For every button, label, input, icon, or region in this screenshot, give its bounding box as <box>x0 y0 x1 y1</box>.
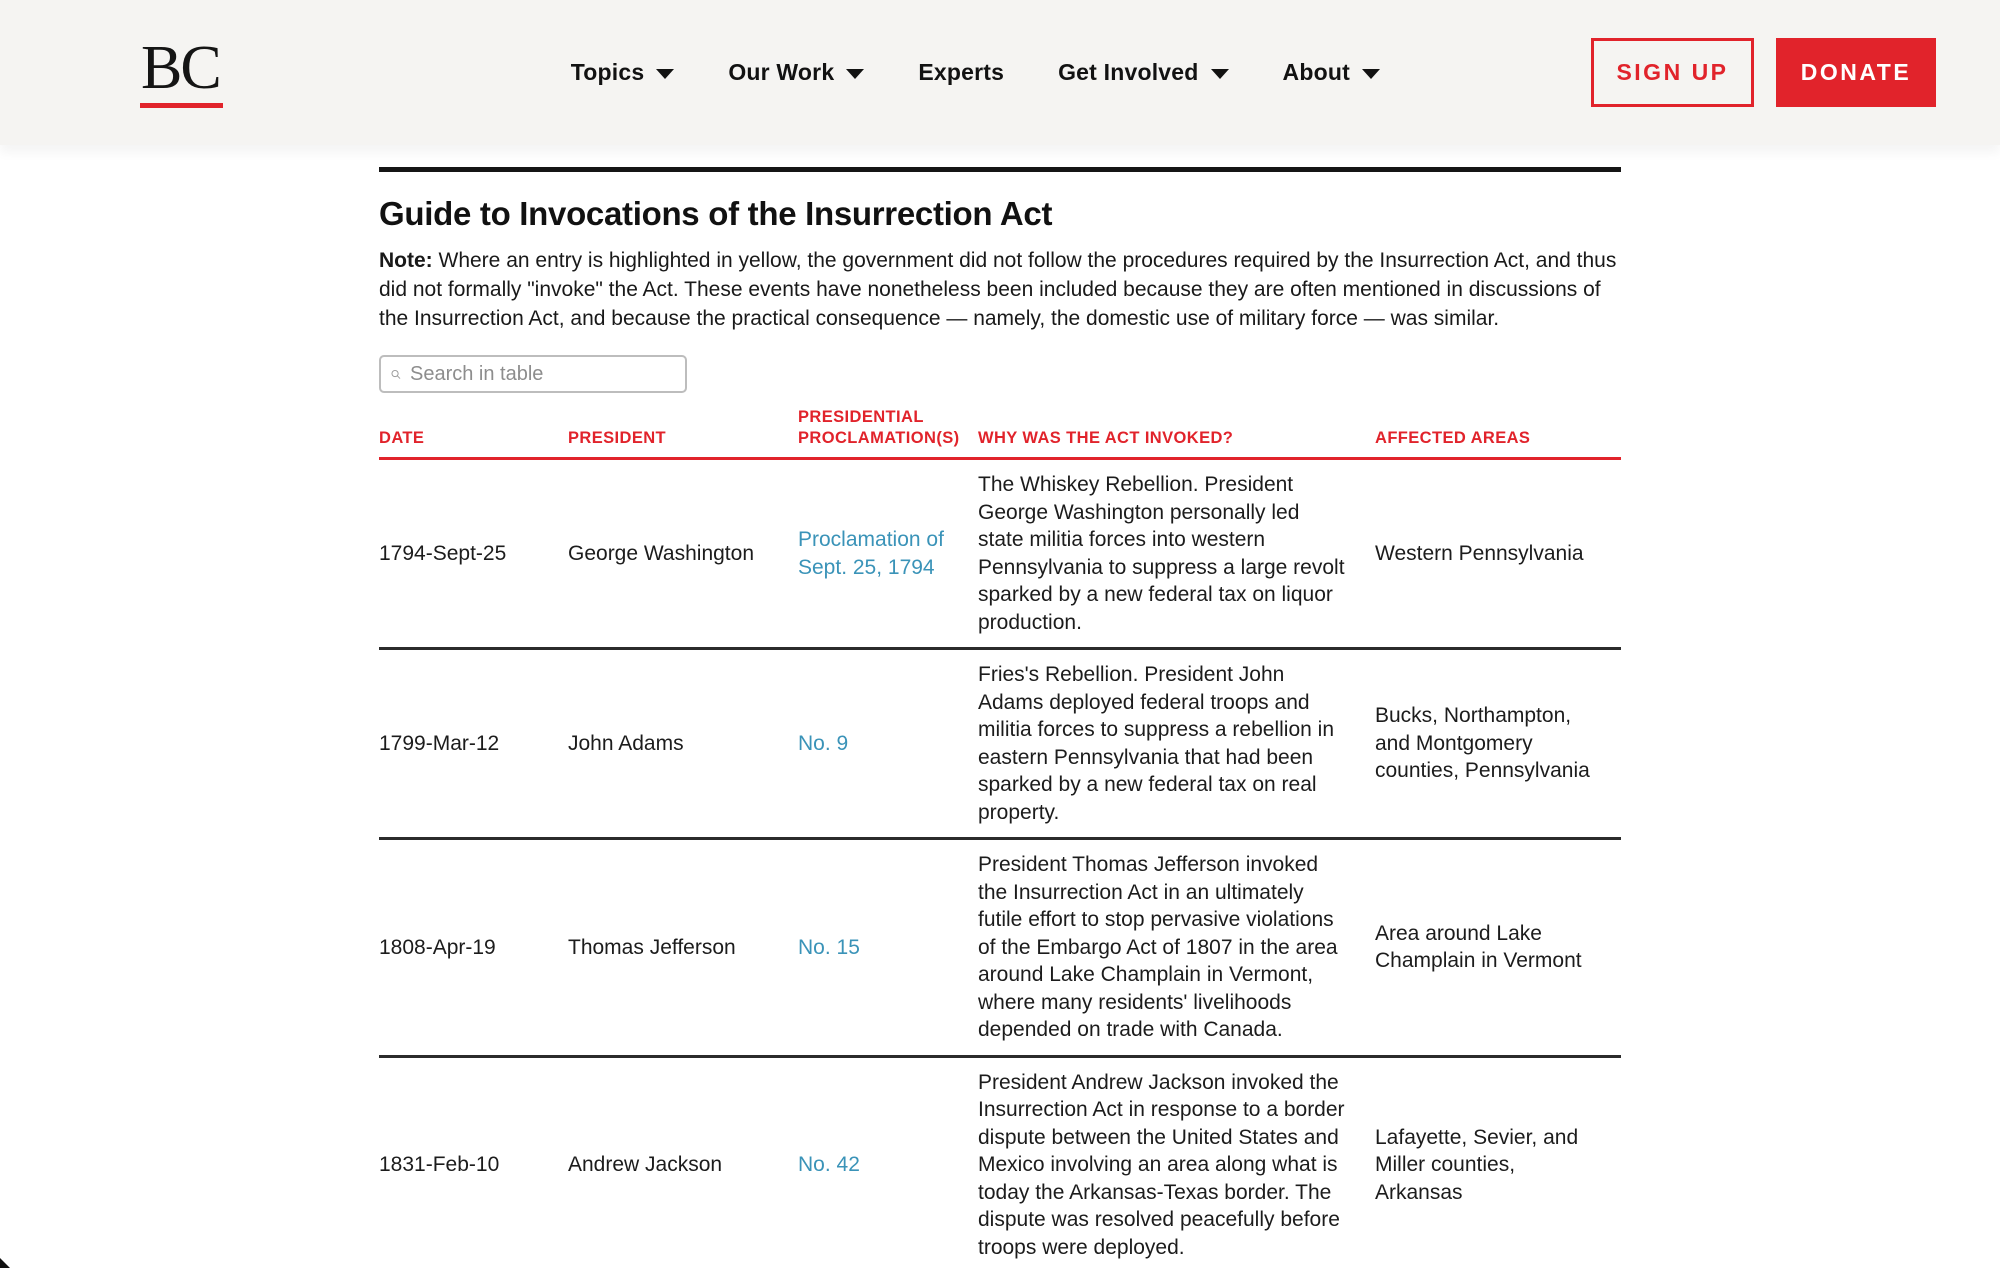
column-header-why: WHY WAS THE ACT INVOKED? <box>978 429 1234 447</box>
site-header <box>0 0 2000 145</box>
title-top-rule <box>379 167 1621 172</box>
cell-affected-areas: Lafayette, Sevier, and Miller counties, Arkansas <box>1375 1125 1579 1204</box>
note-label: Note: <box>379 249 433 272</box>
column-header-affected-areas: AFFECTED AREAS <box>1375 429 1531 447</box>
nav-item-our-work[interactable] <box>728 59 864 86</box>
proclamation-link[interactable]: Proclamation of Sept. 25, 1794 <box>798 528 944 579</box>
table-search-box <box>379 355 687 393</box>
column-header-date: DATE <box>379 429 425 447</box>
donate-button[interactable]: DONATE <box>1776 38 1936 107</box>
cell-president: Thomas Jefferson <box>568 935 736 959</box>
nav-item-experts[interactable] <box>918 59 1004 86</box>
chevron-down-icon <box>846 69 864 79</box>
nav-label-our-work: Our Work <box>728 59 835 85</box>
proclamation-link[interactable]: No. 42 <box>798 1153 860 1176</box>
cell-president: George Washington <box>568 541 754 565</box>
cell-why-invoked: President Andrew Jackson invoked the Insurrection Act in response to a border dispute between the United States and Mexico involving an area along what is today the Arkansas-Texas border. The dispute was resolved peacefully before troops were deployed. <box>978 1070 1345 1259</box>
cell-why-invoked: President Thomas Jefferson invoked the Insurrection Act in an ultimately futile effort to stop pervasive violations of the Embargo Act of 1807 in the area around Lake Champlain in Vermont, where many residents' livelihoods depended on trade with Canada. <box>978 853 1338 1041</box>
main-content <box>379 167 1621 1268</box>
cell-proclamation <box>798 1151 978 1179</box>
sign-up-button[interactable]: SIGN UP <box>1591 38 1754 107</box>
table-row <box>379 460 1621 650</box>
brennan-center-logo[interactable]: BC <box>140 37 223 108</box>
cell-president: Andrew Jackson <box>568 1153 723 1176</box>
cell-proclamation <box>798 526 978 581</box>
nav-label-topics: Topics <box>570 59 645 85</box>
cell-date: 1808-Apr-19 <box>379 935 496 959</box>
mouse-cursor <box>0 1255 13 1268</box>
search-icon <box>391 364 401 385</box>
nav-item-get-involved[interactable] <box>1058 59 1228 86</box>
cell-date: 1799-Mar-12 <box>379 731 500 755</box>
cell-affected-areas: Western Pennsylvania <box>1375 541 1584 565</box>
column-header-proclamation: PRESIDENTIAL PROCLAMATION(S) <box>798 408 960 447</box>
column-header-president: PRESIDENT <box>568 429 667 447</box>
chevron-down-icon <box>656 69 674 79</box>
chevron-down-icon <box>1211 69 1229 79</box>
proclamation-link[interactable]: No. 15 <box>798 935 860 959</box>
nav-item-about[interactable] <box>1283 59 1380 86</box>
chevron-down-icon <box>1362 69 1380 79</box>
cell-why-invoked: Fries's Rebellion. President John Adams deployed federal troops and militia forces to suppress a rebellion in eastern Pennsylvania that had been sparked by a new federal tax on real property. <box>978 663 1334 824</box>
nav-label-experts: Experts <box>918 59 1005 85</box>
note-paragraph <box>379 246 1621 333</box>
note-text: Where an entry is highlighted in yellow, the government did not follow the procedures required by the Insurrection Act, and thus did not formally "invoke" the Act. These events have nonetheless been included because they are often mentioned in discussions of the Insurrection Act, and because the practical consequence — namely, the domestic use of military force — was similar. <box>379 249 1617 330</box>
main-nav <box>571 59 1380 86</box>
cell-proclamation <box>798 934 978 962</box>
cell-date: 1794-Sept-25 <box>379 541 507 565</box>
cell-why-invoked: The Whiskey Rebellion. President George Washington personally led state militia forces into western Pennsylvania to suppress a large revolt sparked by a new federal tax on liquor production. <box>978 473 1345 634</box>
table-header-row <box>379 393 1621 460</box>
table-row <box>379 840 1621 1058</box>
cell-date: 1831-Feb-10 <box>379 1153 500 1176</box>
cell-president: John Adams <box>568 731 684 755</box>
cell-affected-areas: Bucks, Northampton, and Montgomery counties, Pennsylvania <box>1375 704 1590 783</box>
table-row <box>379 650 1621 840</box>
nav-item-topics[interactable] <box>571 59 675 86</box>
nav-label-get-involved: Get Involved <box>1058 59 1199 85</box>
table-row <box>379 1058 1621 1268</box>
cell-affected-areas: Area around Lake Champlain in Vermont <box>1375 921 1582 973</box>
search-input[interactable] <box>410 363 675 386</box>
page-title: Guide to Invocations of the Insurrection Act <box>379 195 1053 232</box>
proclamation-link[interactable]: No. 9 <box>798 731 849 755</box>
cell-proclamation <box>798 730 978 758</box>
nav-label-about: About <box>1282 59 1350 85</box>
